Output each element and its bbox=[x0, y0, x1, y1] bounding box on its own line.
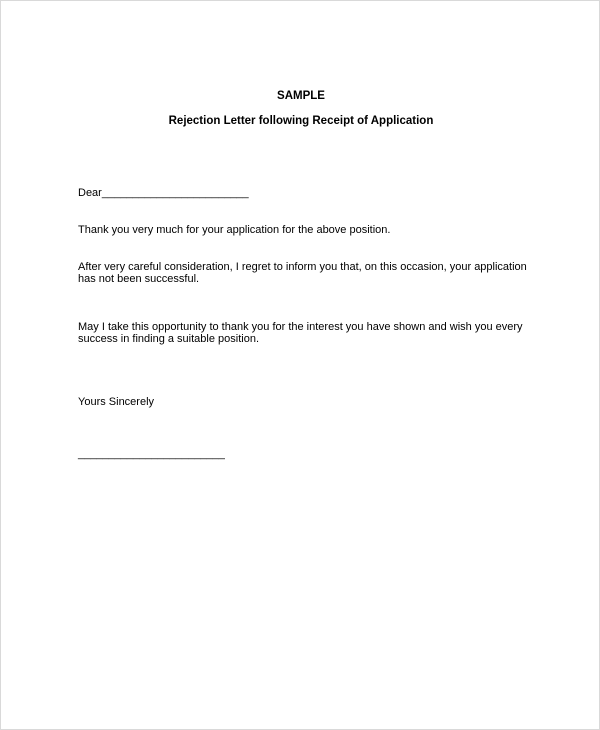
salutation-line: Dear________________________ bbox=[78, 187, 249, 199]
closing-paragraph-line-1: May I take this opportunity to thank you for the interest you have shown and wish you every bbox=[78, 321, 523, 333]
document-subheading: Rejection Letter following Receipt of Application bbox=[168, 115, 434, 127]
signature-line: ________________________ bbox=[78, 448, 225, 460]
document-heading: SAMPLE bbox=[277, 90, 325, 102]
result-paragraph-line-1: After very careful consideration, I regret to inform you that, on this occasion, your application bbox=[78, 261, 527, 273]
closing-paragraph-line-2: success in finding a suitable position. bbox=[78, 333, 259, 345]
sign-off: Yours Sincerely bbox=[78, 396, 155, 408]
result-paragraph-line-2: has not been successful. bbox=[78, 273, 200, 285]
thanks-paragraph: Thank you very much for your application for the above position. bbox=[78, 224, 391, 236]
